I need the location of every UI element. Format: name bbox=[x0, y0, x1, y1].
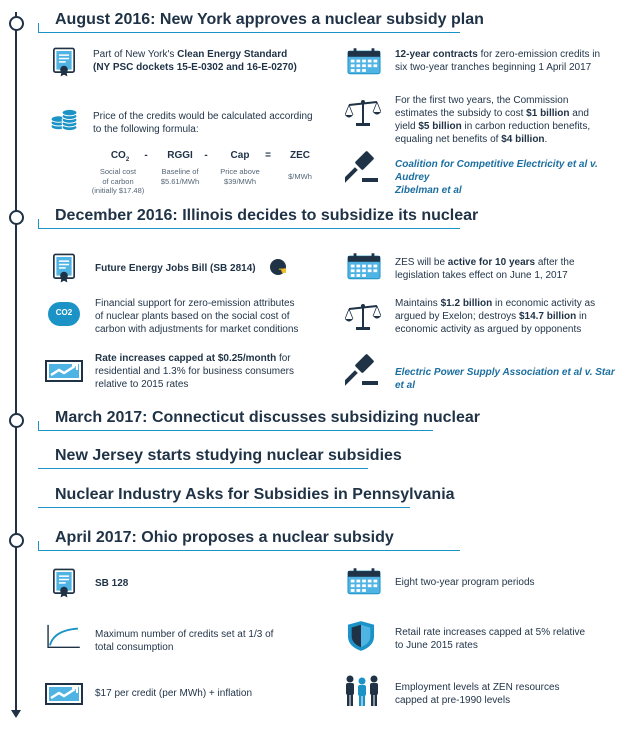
rggi-note-2: $5.61/MWh bbox=[160, 176, 200, 186]
il-activity-l2c: in bbox=[576, 311, 587, 322]
il-activity-l1c: in economic activity as bbox=[492, 298, 596, 309]
ny-contracts-bold: 12-year contracts bbox=[395, 49, 478, 60]
il-support-l2: of nuclear plants based on the social cost of bbox=[95, 311, 290, 322]
cap-note-1: Price above bbox=[220, 167, 260, 176]
header-underline bbox=[38, 550, 460, 551]
formula-minus-2: - bbox=[204, 150, 208, 161]
il-support-text bbox=[95, 297, 345, 336]
il-zes-l1b: active for 10 years bbox=[447, 257, 536, 268]
ny-case-l2: Zibelman et al bbox=[395, 185, 462, 196]
oh-retail-text bbox=[395, 626, 625, 652]
il-case-link[interactable]: Electric Power Supply Association et al v. Star et al bbox=[395, 367, 615, 391]
formula-co2-sub: 2 bbox=[125, 157, 130, 163]
il-support-l1: Financial support for zero-emission attributes bbox=[95, 298, 295, 309]
formula-cap: Cap bbox=[230, 150, 250, 161]
shield-icon bbox=[347, 620, 375, 652]
ny-estimate-l2a: estimates the subsidy to cost bbox=[395, 108, 527, 119]
formula-equals: = bbox=[265, 150, 271, 161]
oh-credits-l1: Maximum number of credits set at 1/3 of bbox=[95, 629, 274, 640]
ny-price-line2: to the following formula: bbox=[93, 124, 199, 135]
chart-icon bbox=[45, 683, 83, 705]
timeline-line bbox=[15, 12, 17, 712]
formula-zec-note: $/MWh bbox=[288, 172, 312, 181]
cap-note-2: $39/MWh bbox=[223, 176, 257, 186]
calendar-icon bbox=[347, 568, 381, 595]
il-rates-text bbox=[95, 352, 345, 391]
il-zes-l1c: after the bbox=[535, 257, 575, 268]
oh-employment-text bbox=[395, 681, 625, 707]
rggi-note-1: Baseline of bbox=[161, 167, 199, 176]
gavel-icon bbox=[345, 353, 379, 387]
timeline-dot-ct bbox=[9, 413, 24, 428]
header-bracket bbox=[38, 421, 39, 430]
header-underline bbox=[38, 228, 460, 229]
header-underline bbox=[38, 468, 368, 469]
oh-employment-l1: Employment levels at ZEN resources bbox=[395, 682, 560, 693]
oh-credits-text bbox=[95, 628, 345, 654]
section-title-ct: March 2017: Connecticut discusses subsidizing nuclear bbox=[55, 409, 481, 426]
ny-estimate-l2b: $1 billion bbox=[526, 108, 570, 119]
header-underline bbox=[38, 507, 410, 508]
ny-estimate-l4c: . bbox=[544, 134, 548, 145]
ny-contracts-line2: six two-year tranches beginning 1 April 2017 bbox=[395, 62, 592, 73]
header-underline bbox=[38, 430, 433, 431]
ny-estimate-l1: For the first two years, the Commission bbox=[395, 95, 569, 106]
co2-note-1: Social cost bbox=[99, 167, 137, 176]
certificate-icon bbox=[53, 47, 75, 77]
scale-icon bbox=[345, 302, 381, 332]
oh-sb: SB 128 bbox=[95, 578, 129, 589]
il-rates-l1b: for bbox=[276, 353, 291, 364]
il-rates-l3: relative to 2015 rates bbox=[95, 379, 189, 390]
growth-curve-icon bbox=[44, 623, 82, 651]
timeline-dot-oh bbox=[9, 533, 24, 548]
co2-note-2: of carbon bbox=[102, 176, 134, 186]
ny-contracts-rest: for zero-emission credits in bbox=[477, 49, 601, 60]
ny-dockets: (NY PSC dockets 15-E-0302 and 16-E-0270) bbox=[93, 62, 297, 73]
section-title-il: December 2016: Illinois decides to subsidize its nuclear bbox=[55, 207, 479, 224]
section-title-oh: April 2017: Ohio proposes a nuclear subsidy bbox=[55, 529, 394, 546]
coins-icon bbox=[50, 108, 78, 132]
oh-employment-l2: capped at pre-1990 levels bbox=[395, 695, 511, 706]
il-rates-l2: residential and 1.3% for business consumers bbox=[95, 366, 294, 377]
formula-co2-note bbox=[86, 167, 150, 196]
ny-standard-bold: Clean Energy Standard bbox=[177, 49, 288, 60]
certificate-icon bbox=[53, 253, 75, 283]
formula-co2 bbox=[100, 150, 140, 163]
ny-standard-pre: Part of New York's bbox=[93, 49, 178, 60]
ny-case-l1: Coalition for Competitive Electricity et al v. Audrey bbox=[395, 159, 598, 183]
oh-credits-l2: total consumption bbox=[95, 642, 174, 653]
section-title-ny: August 2016: New York approves a nuclear subsidy plan bbox=[55, 11, 484, 28]
il-rates-l1a: Rate increases capped at $0.25/month bbox=[95, 353, 277, 364]
formula-co2-label: CO bbox=[110, 150, 126, 161]
header-bracket bbox=[38, 23, 39, 32]
timeline-dot-il bbox=[9, 210, 24, 225]
ny-estimate-text bbox=[395, 94, 625, 146]
oh-retail-l1: Retail rate increases capped at 5% relative bbox=[395, 627, 586, 638]
co2-cloud-icon bbox=[48, 302, 80, 326]
ny-estimate-l4b: $4 billion bbox=[501, 134, 545, 145]
ny-price-text bbox=[93, 110, 343, 136]
il-activity-l2a: argued by Exelon; destroys bbox=[395, 311, 519, 322]
il-activity-l1a: Maintains bbox=[395, 298, 441, 309]
formula-minus-1: - bbox=[144, 150, 148, 161]
il-support-l3: carbon with adjustments for market conditions bbox=[95, 324, 299, 335]
formula-rggi-note bbox=[150, 167, 210, 186]
il-zes-l2: legislation takes effect on June 1, 2017 bbox=[395, 270, 568, 281]
ny-case-link[interactable] bbox=[395, 158, 625, 197]
formula-rggi: RGGI bbox=[167, 150, 193, 161]
ny-contracts-text bbox=[395, 48, 625, 74]
ny-estimate-l4a: equaling net benefits of bbox=[395, 134, 502, 145]
ny-price-line1: Price of the credits would be calculated according bbox=[93, 111, 313, 122]
timeline-dot-ny bbox=[9, 16, 24, 31]
timeline-arrow bbox=[11, 710, 21, 718]
header-bracket bbox=[38, 541, 39, 550]
il-activity-l2b: $14.7 billion bbox=[518, 311, 577, 322]
formula-zec: ZEC bbox=[290, 150, 310, 161]
calendar-icon bbox=[347, 48, 381, 75]
oh-retail-l2: to June 2015 rates bbox=[395, 640, 478, 651]
scale-icon bbox=[345, 98, 381, 128]
co2-note-3: (initially $17.48) bbox=[91, 186, 145, 195]
pointer-icon: ☚ bbox=[278, 266, 287, 277]
il-activity-l1b: $1.2 billion bbox=[440, 298, 493, 309]
calendar-icon bbox=[347, 253, 381, 280]
gavel-icon bbox=[345, 150, 379, 184]
section-title-nj: New Jersey starts studying nuclear subsidies bbox=[55, 447, 402, 464]
header-bracket bbox=[38, 219, 39, 228]
il-zes-text bbox=[395, 256, 625, 282]
co2-badge-text: CO2 bbox=[55, 308, 73, 317]
header-underline bbox=[38, 32, 460, 33]
ny-estimate-l3c: in carbon reduction benefits, bbox=[461, 121, 591, 132]
il-bill: Future Energy Jobs Bill (SB 2814) bbox=[95, 263, 256, 274]
il-activity-text bbox=[395, 297, 625, 336]
ny-estimate-l3b: $5 billion bbox=[418, 121, 462, 132]
certificate-icon bbox=[53, 568, 75, 598]
ny-estimate-l3a: yield bbox=[395, 121, 419, 132]
ny-standard-text bbox=[93, 48, 343, 74]
il-zes-l1a: ZES will be bbox=[395, 257, 448, 268]
il-activity-l3: economic activity as argued by opponents bbox=[395, 324, 582, 335]
people-icon bbox=[342, 673, 382, 707]
cursor-badge[interactable] bbox=[270, 259, 286, 275]
oh-periods: Eight two-year program periods bbox=[395, 577, 535, 588]
section-title-pa: Nuclear Industry Asks for Subsidies in Pennsylvania bbox=[55, 486, 455, 503]
formula-cap-note bbox=[210, 167, 270, 186]
chart-icon bbox=[45, 360, 83, 382]
ny-estimate-l2c: and bbox=[569, 108, 589, 119]
oh-price: $17 per credit (per MWh) + inflation bbox=[95, 688, 253, 699]
